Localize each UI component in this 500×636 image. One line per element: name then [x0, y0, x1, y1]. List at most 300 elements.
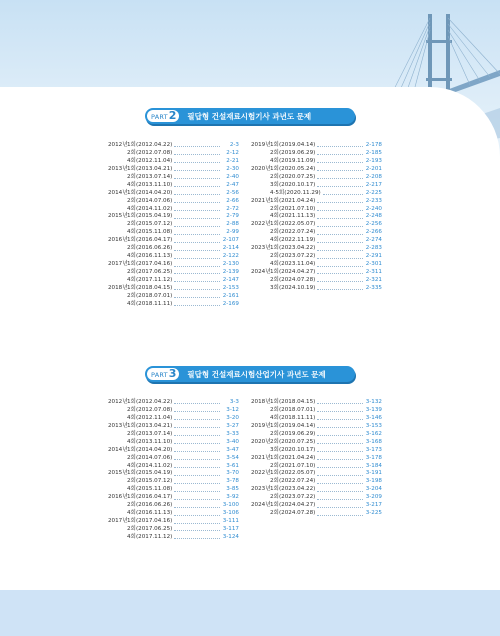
exam-session-date: 1회(2014.04.20) [127, 446, 173, 453]
part-3-header [145, 366, 355, 382]
page-number: 3-85 [226, 486, 239, 493]
page-number: 2-201 [365, 165, 382, 172]
page-number: 2-169 [222, 300, 239, 307]
toc-row [108, 158, 239, 166]
exam-session-date: 4회(2014.11.02) [127, 205, 173, 212]
dot-leader [174, 266, 220, 267]
dot-leader [317, 258, 363, 259]
page-number: 2-193 [365, 157, 382, 164]
page-number: 3-173 [365, 446, 382, 453]
page-number: 3-106 [222, 510, 239, 517]
toc-row [251, 494, 382, 502]
toc-row [108, 494, 239, 502]
dot-leader [317, 411, 363, 412]
page-number: 3-111 [222, 518, 239, 525]
dot-leader [174, 218, 220, 219]
exam-year: 2015년 [108, 470, 128, 477]
dot-leader [174, 146, 220, 147]
exam-session-date: 2회(2017.06.25) [127, 526, 173, 532]
toc-row [251, 142, 382, 150]
exam-session-date: 1회(2024.04.27) [270, 269, 316, 275]
toc-row [108, 166, 239, 174]
exam-year: 2013년 [108, 165, 128, 172]
part-2-header [145, 108, 355, 124]
exam-session-date: 1회(2019.04.14) [270, 142, 316, 148]
toc-row [108, 182, 239, 190]
part-word: PART [151, 371, 168, 379]
exam-session-date: 2회(2014.07.06) [127, 454, 173, 461]
page-number: 2-139 [222, 269, 239, 275]
part-3-badge [147, 368, 179, 380]
page-number: 2-283 [365, 245, 382, 252]
exam-session-date: 3회(2024.10.19) [270, 284, 316, 291]
dot-leader [317, 154, 363, 155]
toc-row [108, 142, 239, 150]
exam-year: 2019년 [251, 422, 271, 429]
exam-session-date: 4회(2019.11.09) [270, 157, 316, 164]
exam-year: 2021년 [251, 454, 271, 461]
exam-session-date: 2회(2017.06.25) [127, 269, 173, 275]
page-number: 2-185 [365, 149, 382, 156]
toc-row [108, 399, 239, 407]
page-number: 2-321 [365, 276, 382, 283]
toc-row [108, 190, 239, 198]
dot-leader [317, 146, 363, 147]
toc-row [251, 269, 382, 277]
page-number: 2-114 [222, 245, 239, 252]
page-number: 3-184 [365, 462, 382, 469]
exam-session-date: 4·5회(2020.11.29) [270, 189, 321, 196]
toc-row [108, 245, 239, 253]
exam-session-date: 1회(2017.04.16) [127, 518, 173, 525]
page-number: 3-47 [226, 446, 239, 453]
exam-year: 2017년 [108, 518, 128, 525]
exam-year: 2016년 [108, 237, 128, 244]
page-number: 3-70 [226, 470, 239, 477]
page-number: 2-21 [226, 157, 239, 164]
page-number: 2-3 [229, 142, 239, 148]
exam-session-date: 2회(2020.07.25) [270, 173, 316, 180]
part-word: PART [151, 113, 168, 121]
exam-session-date: 2회(2023.07.22) [270, 494, 316, 501]
page-number: 2-256 [365, 221, 382, 228]
toc-row [108, 447, 239, 455]
toc-row [251, 399, 382, 407]
dot-leader [174, 186, 220, 187]
page-number: 3-117 [222, 526, 239, 532]
dot-leader [174, 499, 220, 500]
dot-leader [317, 186, 363, 187]
part-2-left-column [108, 142, 239, 309]
dot-leader [317, 202, 363, 203]
exam-year: 2019년 [251, 142, 271, 148]
exam-session-date: 2회(2018.07.01) [127, 292, 173, 299]
dot-leader [323, 194, 363, 195]
page-number: 2-130 [222, 261, 239, 268]
dot-leader [174, 491, 220, 492]
exam-session-date: 4회(2015.11.08) [127, 229, 173, 236]
dot-leader [317, 170, 363, 171]
exam-session-date: 2회(2022.07.24) [270, 229, 316, 236]
dot-leader [174, 515, 220, 516]
exam-year: 2020년 [251, 165, 271, 172]
dot-leader [317, 507, 363, 508]
page-number: 2-311 [365, 269, 382, 275]
exam-session-date: 1회(2023.04.22) [270, 486, 316, 493]
dot-leader [174, 305, 220, 306]
toc-row [251, 253, 382, 261]
exam-session-date: 2회(2014.07.06) [127, 197, 173, 204]
exam-session-date: 4회(2013.11.10) [127, 438, 173, 445]
exam-session-date: 4회(2023.11.04) [270, 261, 316, 268]
toc-row [108, 510, 239, 518]
dot-leader [174, 154, 220, 155]
dot-leader [174, 411, 220, 412]
toc-row [108, 415, 239, 423]
part-number: 3 [168, 367, 177, 380]
toc-row [251, 502, 382, 510]
toc-row [251, 198, 382, 206]
page-number: 3-40 [226, 438, 239, 445]
exam-year: 2015년 [108, 213, 128, 220]
dot-leader [174, 297, 220, 298]
exam-session-date: 2회(2021.07.10) [270, 462, 316, 469]
toc-row [108, 407, 239, 415]
toc-row [251, 261, 382, 269]
part-2-right-column [251, 142, 382, 293]
dot-leader [317, 234, 363, 235]
page-number: 2-291 [365, 253, 382, 260]
exam-session-date: 1회(2016.04.17) [127, 494, 173, 501]
toc-row [108, 455, 239, 463]
page-number: 3-153 [365, 422, 382, 429]
exam-session-date: 1회(2024.04.27) [270, 502, 316, 509]
dot-leader [174, 170, 220, 171]
exam-session-date: 1회(2012.04.22) [127, 399, 173, 405]
exam-session-date: 4회(2016.11.13) [127, 253, 173, 260]
toc-row [251, 447, 382, 455]
dot-leader [174, 289, 220, 290]
exam-year: 2012년 [108, 142, 128, 148]
dot-leader [174, 210, 220, 211]
exam-session-date: 1회(2015.04.19) [127, 470, 173, 477]
page-number: 3-92 [226, 494, 239, 501]
toc-row [251, 174, 382, 182]
page-number: 2-153 [222, 284, 239, 291]
toc-row [108, 526, 239, 534]
toc-row [251, 455, 382, 463]
exam-session-date: 2회(2012.07.08) [127, 406, 173, 413]
toc-row [108, 431, 239, 439]
page-number: 2-147 [222, 276, 239, 283]
part-2-badge [147, 110, 179, 122]
exam-session-date: 4회(2018.11.11) [127, 300, 173, 307]
exam-year: 2013년 [108, 422, 128, 429]
page-number: 3-146 [365, 414, 382, 421]
exam-session-date: 2회(2013.07.14) [127, 173, 173, 180]
toc-row [251, 190, 382, 198]
toc-row [251, 245, 382, 253]
toc-row [251, 158, 382, 166]
page-number: 2-72 [226, 205, 239, 212]
toc-row [108, 518, 239, 526]
page-number: 2-47 [226, 181, 239, 188]
exam-session-date: 2회(2019.06.29) [270, 430, 316, 437]
dot-leader [174, 178, 220, 179]
toc-row [108, 198, 239, 206]
page-number: 3-168 [365, 438, 382, 445]
exam-session-date: 2회(2012.07.08) [127, 149, 173, 156]
page-number: 2-225 [365, 189, 382, 196]
page-number: 2-178 [365, 142, 382, 148]
dot-leader [317, 491, 363, 492]
exam-session-date: 2회(2016.06.26) [127, 245, 173, 252]
exam-session-date: 4회(2012.11.04) [127, 157, 173, 164]
exam-session-date: 2회(2020.07.25) [270, 438, 316, 445]
exam-session-date: 1회(2022.05.07) [270, 470, 316, 477]
page-number: 2-99 [226, 229, 239, 236]
page-number: 3-33 [226, 430, 239, 437]
dot-leader [174, 258, 220, 259]
toc-row [108, 423, 239, 431]
dot-leader [317, 218, 363, 219]
dot-leader [317, 467, 363, 468]
part-number: 2 [168, 109, 177, 122]
exam-year: 2018년 [108, 284, 128, 291]
page-number: 3-225 [365, 510, 382, 517]
page-number: 2-88 [226, 221, 239, 228]
dot-leader [174, 475, 220, 476]
exam-session-date: 1회(2018.04.15) [127, 284, 173, 291]
exam-year: 2023년 [251, 486, 271, 493]
exam-session-date: 2회(2024.07.28) [270, 510, 316, 517]
toc-row [108, 253, 239, 261]
page-number: 2-122 [222, 253, 239, 260]
page-number: 2-248 [365, 213, 382, 220]
toc-row [251, 439, 382, 447]
toc-row [251, 407, 382, 415]
exam-year: 2012년 [108, 399, 128, 405]
dot-leader [317, 281, 363, 282]
exam-session-date: 3회(2020.10.17) [270, 181, 316, 188]
exam-session-date: 1회(2013.04.21) [127, 165, 173, 172]
toc-row [108, 502, 239, 510]
toc-row [108, 534, 239, 542]
dot-leader [317, 427, 363, 428]
dot-leader [174, 467, 220, 468]
dot-leader [174, 403, 220, 404]
exam-session-date: 4회(2017.11.12) [127, 276, 173, 283]
page-number: 3-217 [365, 502, 382, 509]
exam-session-date: 2회(2024.07.28) [270, 276, 316, 283]
dot-leader [174, 202, 220, 203]
dot-leader [317, 499, 363, 500]
toc-row [251, 423, 382, 431]
exam-session-date: 2회(2015.07.12) [127, 478, 173, 485]
exam-session-date: 2회(2018.07.01) [270, 406, 316, 413]
dot-leader [317, 459, 363, 460]
dot-leader [174, 451, 220, 452]
page-number: 3-209 [365, 494, 382, 501]
exam-session-date: 1회(2017.04.16) [127, 261, 173, 268]
exam-session-date: 1회(2016.04.17) [127, 237, 173, 244]
exam-session-date: 4회(2022.11.19) [270, 237, 316, 244]
page-number: 3-132 [365, 399, 382, 405]
exam-session-date: 1회(2012.04.22) [127, 142, 173, 148]
exam-session-date: 2회(2019.06.29) [270, 149, 316, 156]
exam-year: 2020년 [251, 438, 271, 445]
dot-leader [317, 515, 363, 516]
toc-row [108, 269, 239, 277]
dot-leader [174, 250, 220, 251]
page-number: 2-240 [365, 205, 382, 212]
toc-row [108, 174, 239, 182]
exam-year: 2021년 [251, 197, 271, 204]
exam-session-date: 1회(2015.04.19) [127, 213, 173, 220]
page-number: 2-40 [226, 173, 239, 180]
dot-leader [174, 435, 220, 436]
page-number: 3-124 [222, 533, 239, 540]
exam-session-date: 4회(2013.11.10) [127, 181, 173, 188]
page-number: 3-100 [222, 502, 239, 509]
exam-session-date: 1회(2020.05.24) [270, 165, 316, 172]
page-number: 3-78 [226, 478, 239, 485]
exam-session-date: 1회(2018.04.15) [270, 399, 316, 405]
dot-leader [174, 443, 220, 444]
exam-session-date: 1회(2022.05.07) [270, 221, 316, 228]
dot-leader [317, 178, 363, 179]
exam-year: 2022년 [251, 221, 271, 228]
dot-leader [317, 451, 363, 452]
toc-row [108, 285, 239, 293]
toc-row [251, 182, 382, 190]
exam-session-date: 2회(2013.07.14) [127, 430, 173, 437]
page-number: 2-301 [365, 261, 382, 268]
page-number: 3-162 [365, 430, 382, 437]
exam-session-date: 3회(2020.10.17) [270, 446, 316, 453]
page-number: 2-208 [365, 173, 382, 180]
exam-session-date: 1회(2021.04.24) [270, 454, 316, 461]
exam-session-date: 2회(2022.07.24) [270, 478, 316, 485]
page-number: 2-12 [226, 149, 239, 156]
exam-year: 2014년 [108, 189, 128, 196]
exam-session-date: 4회(2016.11.13) [127, 510, 173, 517]
exam-session-date: 2회(2016.06.26) [127, 502, 173, 509]
page-number: 3-3 [229, 399, 239, 405]
dot-leader [174, 507, 220, 508]
dot-leader [174, 530, 220, 531]
exam-year: 2016년 [108, 494, 128, 501]
exam-session-date: 4회(2017.11.12) [127, 533, 173, 540]
dot-leader [174, 281, 220, 282]
toc-row [108, 439, 239, 447]
dot-leader [317, 273, 363, 274]
toc-row [251, 415, 382, 423]
page-number: 2-30 [226, 165, 239, 172]
exam-session-date: 4회(2021.11.13) [270, 213, 316, 220]
toc-row [108, 293, 239, 301]
page-number: 3-204 [365, 486, 382, 493]
part-3-right-column [251, 399, 382, 518]
page-number: 3-27 [226, 422, 239, 429]
exam-year: 2022년 [251, 470, 271, 477]
dot-leader [174, 523, 220, 524]
page-number: 3-178 [365, 454, 382, 461]
dot-leader [317, 475, 363, 476]
page-number: 2-217 [365, 181, 382, 188]
dot-leader [174, 226, 220, 227]
toc-row [251, 431, 382, 439]
page-number: 2-233 [365, 197, 382, 204]
content-panel [0, 87, 500, 590]
toc-row [251, 166, 382, 174]
toc-row [108, 301, 239, 309]
dot-leader [317, 289, 363, 290]
page-number: 2-79 [226, 213, 239, 220]
exam-year: 2014년 [108, 446, 128, 453]
exam-session-date: 2회(2021.07.10) [270, 205, 316, 212]
exam-session-date: 4회(2015.11.08) [127, 486, 173, 493]
page-number: 3-20 [226, 414, 239, 421]
dot-leader [174, 419, 220, 420]
page-number: 3-54 [226, 454, 239, 461]
exam-session-date: 1회(2023.04.22) [270, 245, 316, 252]
exam-year: 2023년 [251, 245, 271, 252]
exam-session-date: 1회(2021.04.24) [270, 197, 316, 204]
exam-session-date: 1회(2019.04.14) [270, 422, 316, 429]
page-number: 2-56 [226, 189, 239, 196]
page-number: 2-107 [222, 237, 239, 244]
exam-session-date: 1회(2013.04.21) [127, 422, 173, 429]
toc-row [251, 285, 382, 293]
section-title: 필답형 건설재료시험산업기사 과년도 문제 [187, 369, 326, 379]
dot-leader [317, 162, 363, 163]
toc-row [108, 150, 239, 158]
exam-year: 2024년 [251, 502, 271, 509]
exam-session-date: 1회(2014.04.20) [127, 189, 173, 196]
toc-row [251, 150, 382, 158]
toc-row [251, 237, 382, 245]
exam-session-date: 4회(2012.11.04) [127, 414, 173, 421]
dot-leader [317, 419, 363, 420]
page-number: 2-335 [365, 284, 382, 291]
dot-leader [317, 483, 363, 484]
exam-session-date: 2회(2015.07.12) [127, 221, 173, 228]
page-number: 3-198 [365, 478, 382, 485]
toc-row [108, 237, 239, 245]
page-number: 2-161 [222, 292, 239, 299]
toc-row [108, 277, 239, 285]
dot-leader [317, 403, 363, 404]
dot-leader [174, 234, 220, 235]
bottom-band [0, 590, 500, 636]
dot-leader [174, 427, 220, 428]
page-number: 3-12 [226, 406, 239, 413]
exam-session-date: 4회(2014.11.02) [127, 462, 173, 469]
exam-year: 2017년 [108, 261, 128, 268]
toc-row [108, 261, 239, 269]
section-title: 필답형 건설재료시험기사 과년도 문제 [187, 111, 312, 121]
exam-session-date: 4회(2018.11.11) [270, 414, 316, 421]
page-number: 2-66 [226, 197, 239, 204]
dot-leader [317, 443, 363, 444]
dot-leader [174, 162, 220, 163]
page-number: 3-139 [365, 406, 382, 413]
dot-leader [317, 435, 363, 436]
dot-leader [317, 242, 363, 243]
dot-leader [174, 538, 220, 539]
exam-session-date: 2회(2023.07.22) [270, 253, 316, 260]
